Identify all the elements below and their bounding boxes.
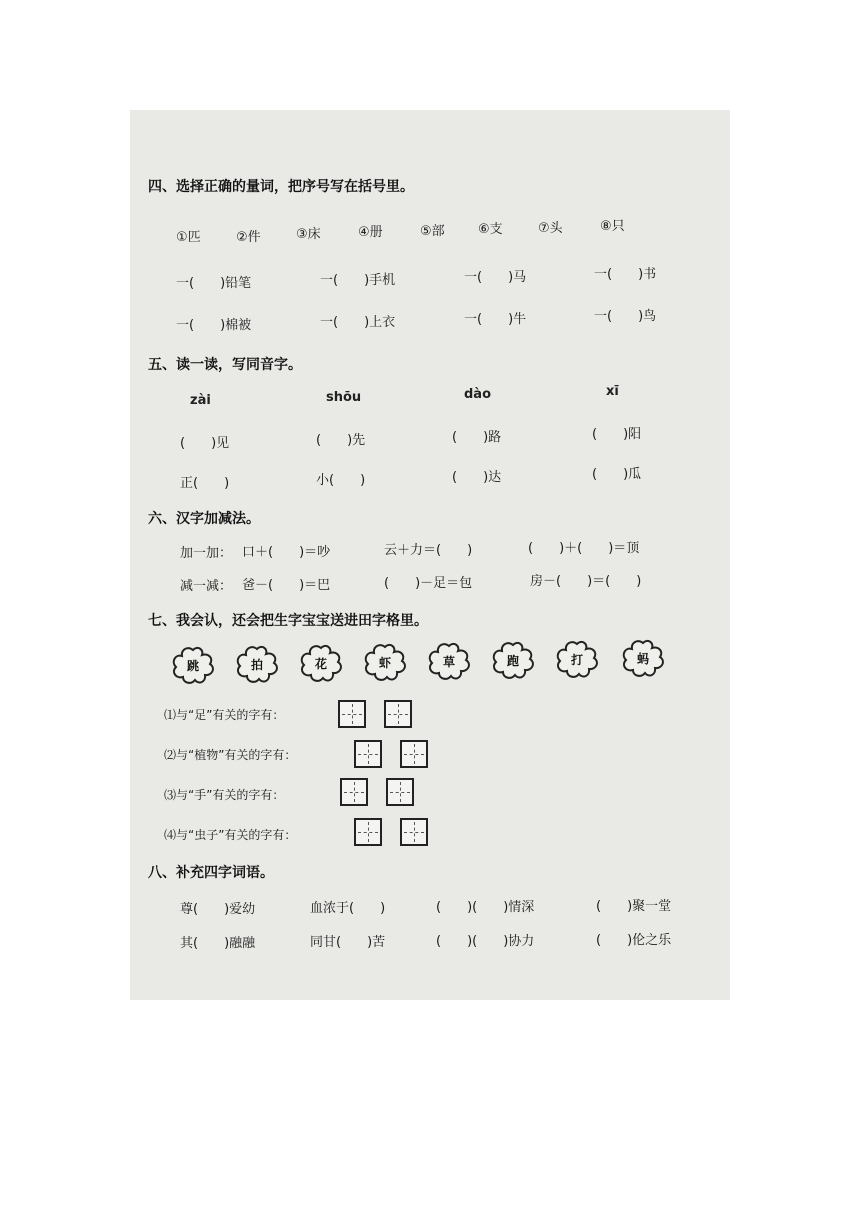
measure-option: ⑤部 [420, 224, 445, 239]
flower-char: 草 [442, 655, 455, 669]
pinyin-label: shōu [326, 390, 362, 405]
idiom-blank: 血浓于( ) [310, 901, 386, 916]
tianzi-grid-box[interactable] [340, 778, 368, 806]
flower-char-card [554, 640, 600, 680]
homophone-blank: ( )路 [452, 430, 502, 445]
measure-option: ⑥支 [478, 222, 503, 237]
section-6-title: 六、汉字加减法。 [148, 511, 260, 527]
tianzi-grid-box[interactable] [400, 818, 428, 846]
measure-blank: 一( )上衣 [320, 315, 396, 330]
sub-equation: ( )－足＝包 [384, 576, 473, 591]
section-4-title: 四、选择正确的量词，把序号写在括号里。 [148, 179, 414, 195]
section-5-title: 五、读一读，写同音字。 [148, 357, 302, 373]
tianzi-grid-box[interactable] [384, 700, 412, 728]
flower-char: 虾 [378, 656, 391, 670]
tianzi-grid-box[interactable] [386, 778, 414, 806]
idiom-blank: 尊( )爱幼 [180, 902, 256, 917]
measure-blank: 一( )书 [594, 267, 657, 282]
flower-char-card [620, 639, 666, 679]
idiom-blank: ( )聚一堂 [596, 899, 672, 914]
flower-char: 花 [314, 657, 327, 671]
worksheet-page [130, 110, 730, 1000]
flower-char-card [362, 643, 408, 683]
grid-question: ⑵与“植物”有关的字有： [164, 748, 297, 762]
homophone-blank: ( )先 [316, 433, 366, 448]
pinyin-label: zài [190, 393, 211, 408]
add-equation: 口＋( )＝吵 [242, 545, 331, 560]
add-label: 加一加： [180, 546, 233, 561]
tianzi-grid-box[interactable] [338, 700, 366, 728]
homophone-blank: ( )见 [180, 436, 230, 451]
section-7-title: 七、我会认，还会把生字宝宝送进田字格里。 [148, 613, 428, 629]
pinyin-label: xī [606, 384, 619, 399]
flower-char-card [490, 641, 536, 681]
measure-blank: 一( )马 [464, 270, 527, 285]
flower-char-card [234, 645, 280, 685]
idiom-blank: 其( )融融 [180, 936, 256, 951]
measure-option: ⑧只 [600, 219, 625, 234]
flower-char: 打 [570, 653, 583, 667]
homophone-blank: ( )达 [452, 470, 502, 485]
measure-option: ④册 [358, 225, 383, 240]
flower-char: 跑 [506, 654, 519, 668]
measure-option: ①匹 [176, 230, 201, 245]
add-equation: 云＋力＝( ) [384, 543, 473, 558]
tianzi-grid-box[interactable] [400, 740, 428, 768]
measure-blank: 一( )手机 [320, 273, 396, 288]
flower-char-card [426, 642, 472, 682]
homophone-blank: ( )阳 [592, 427, 642, 442]
measure-blank: 一( )牛 [464, 312, 527, 327]
grid-question: ⑴与“足”有关的字有： [164, 708, 285, 722]
sub-label: 减一减： [180, 579, 233, 594]
pinyin-label: dào [464, 387, 492, 402]
flower-char-card [298, 644, 344, 684]
sub-equation: 房－( )＝( ) [530, 574, 642, 589]
idiom-blank: 同甘( )苦 [310, 935, 386, 950]
measure-option: ②件 [236, 230, 261, 245]
measure-option: ③床 [296, 227, 321, 242]
idiom-blank: ( )伦之乐 [596, 933, 672, 948]
tianzi-grid-box[interactable] [354, 740, 382, 768]
homophone-blank: 小( ) [316, 473, 366, 488]
flower-char: 跳 [186, 659, 199, 673]
tianzi-grid-box[interactable] [354, 818, 382, 846]
flower-char: 蚂 [636, 652, 649, 666]
sub-equation: 爸－( )＝巴 [242, 578, 331, 593]
idiom-blank: ( )( )协力 [436, 934, 535, 949]
measure-option: ⑦头 [538, 221, 563, 236]
section-8-title: 八、补充四字词语。 [148, 865, 274, 881]
flower-char-card [170, 646, 216, 686]
grid-question: ⑷与“虫子”有关的字有： [164, 828, 297, 842]
homophone-blank: ( )瓜 [592, 467, 642, 482]
grid-question: ⑶与“手”有关的字有： [164, 788, 285, 802]
homophone-blank: 正( ) [180, 476, 230, 491]
measure-blank: 一( )棉被 [176, 318, 252, 333]
measure-blank: 一( )铅笔 [176, 276, 252, 291]
idiom-blank: ( )( )情深 [436, 900, 535, 915]
flower-char: 拍 [250, 658, 263, 672]
add-equation: ( )＋( )＝顶 [528, 541, 640, 556]
measure-blank: 一( )鸟 [594, 309, 657, 324]
